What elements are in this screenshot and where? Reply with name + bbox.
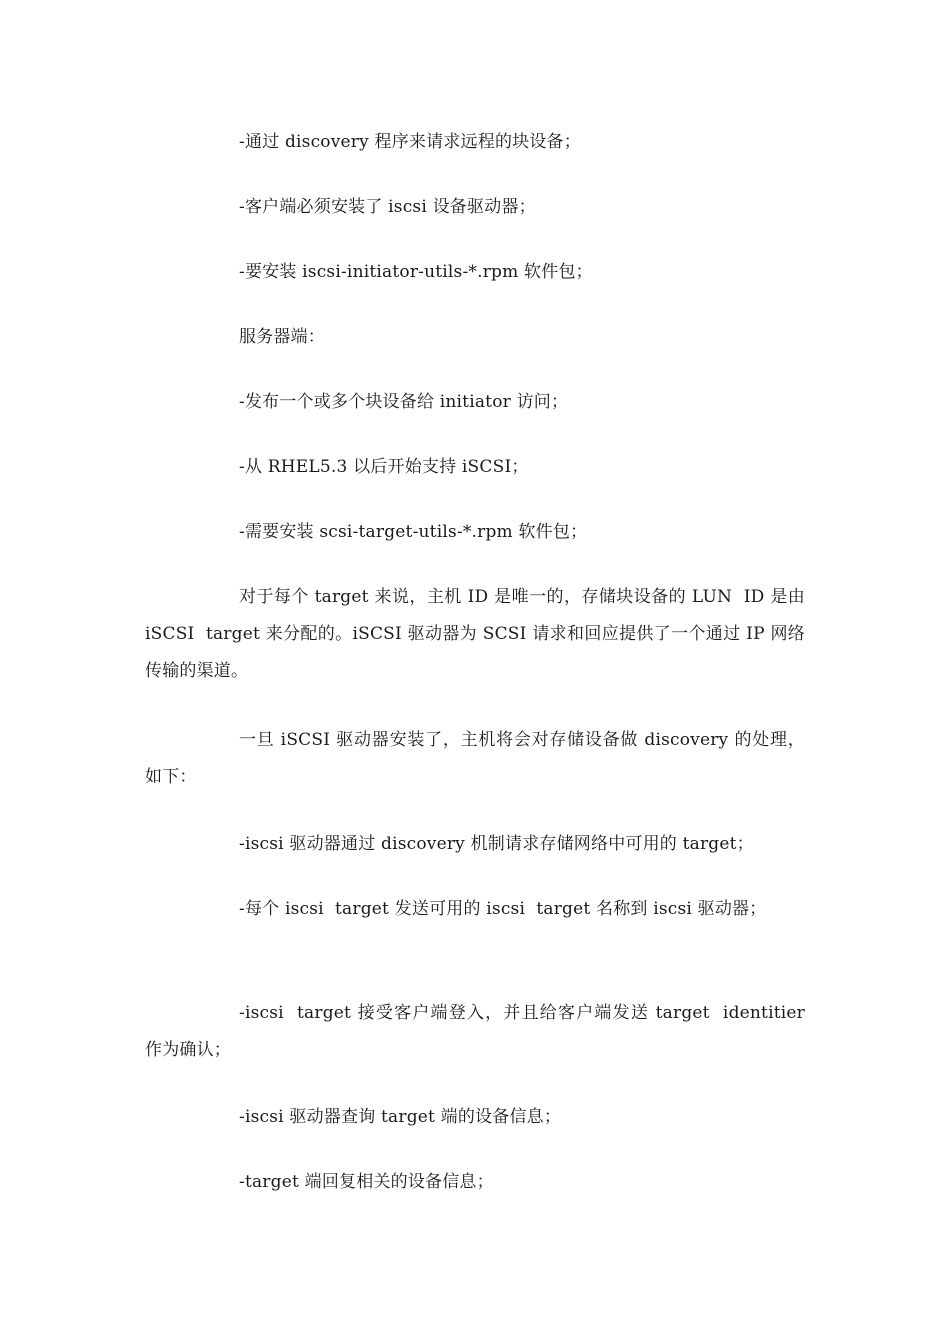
paragraph-discovery-process: 一旦 iSCSI 驱动器安装了，主机将会对存储设备做 discovery 的处理，如下： (145, 730, 805, 787)
paragraph-publish-devices: -发布一个或多个块设备给 initiator 访问； (239, 392, 569, 412)
paragraph-step-reply-devices: -target 端回复相关的设备信息； (239, 1172, 494, 1192)
paragraph-lun-id: 对于每个 target 来说，主机 ID 是唯一的，存储块设备的 LUN ID 是由 iSCSI target 来分配的。iSCSI 驱动器为 SCSI 请求和回应提供了一个通过 IP 网络传输的渠道。 (145, 587, 811, 681)
paragraph-step-send-names: -每个 iscsi target 发送可用的 iscsi target 名称到 iscsi 驱动器； (239, 899, 767, 919)
paragraph-initiator-package: -要安装 iscsi-initiator-utils-*.rpm 软件包； (239, 262, 593, 282)
paragraph-rhel-support: -从 RHEL5.3 以后开始支持 iSCSI； (239, 457, 529, 477)
paragraph-target-package: -需要安装 scsi-target-utils-*.rpm 软件包； (239, 522, 588, 542)
paragraph-step-request-targets: -iscsi 驱动器通过 discovery 机制请求存储网络中可用的 target； (239, 834, 754, 854)
paragraph-server-heading: 服务器端： (239, 327, 325, 347)
paragraph-discovery-request: -通过 discovery 程序来请求远程的块设备； (239, 132, 581, 152)
paragraph-step-login: -iscsi target 接受客户端登入，并且给客户端发送 target identitier 作为确认； (145, 1003, 811, 1060)
paragraph-step-query-devices: -iscsi 驱动器查询 target 端的设备信息； (239, 1107, 562, 1127)
paragraph-client-driver: -客户端必须安装了 iscsi 设备驱动器； (239, 197, 536, 217)
